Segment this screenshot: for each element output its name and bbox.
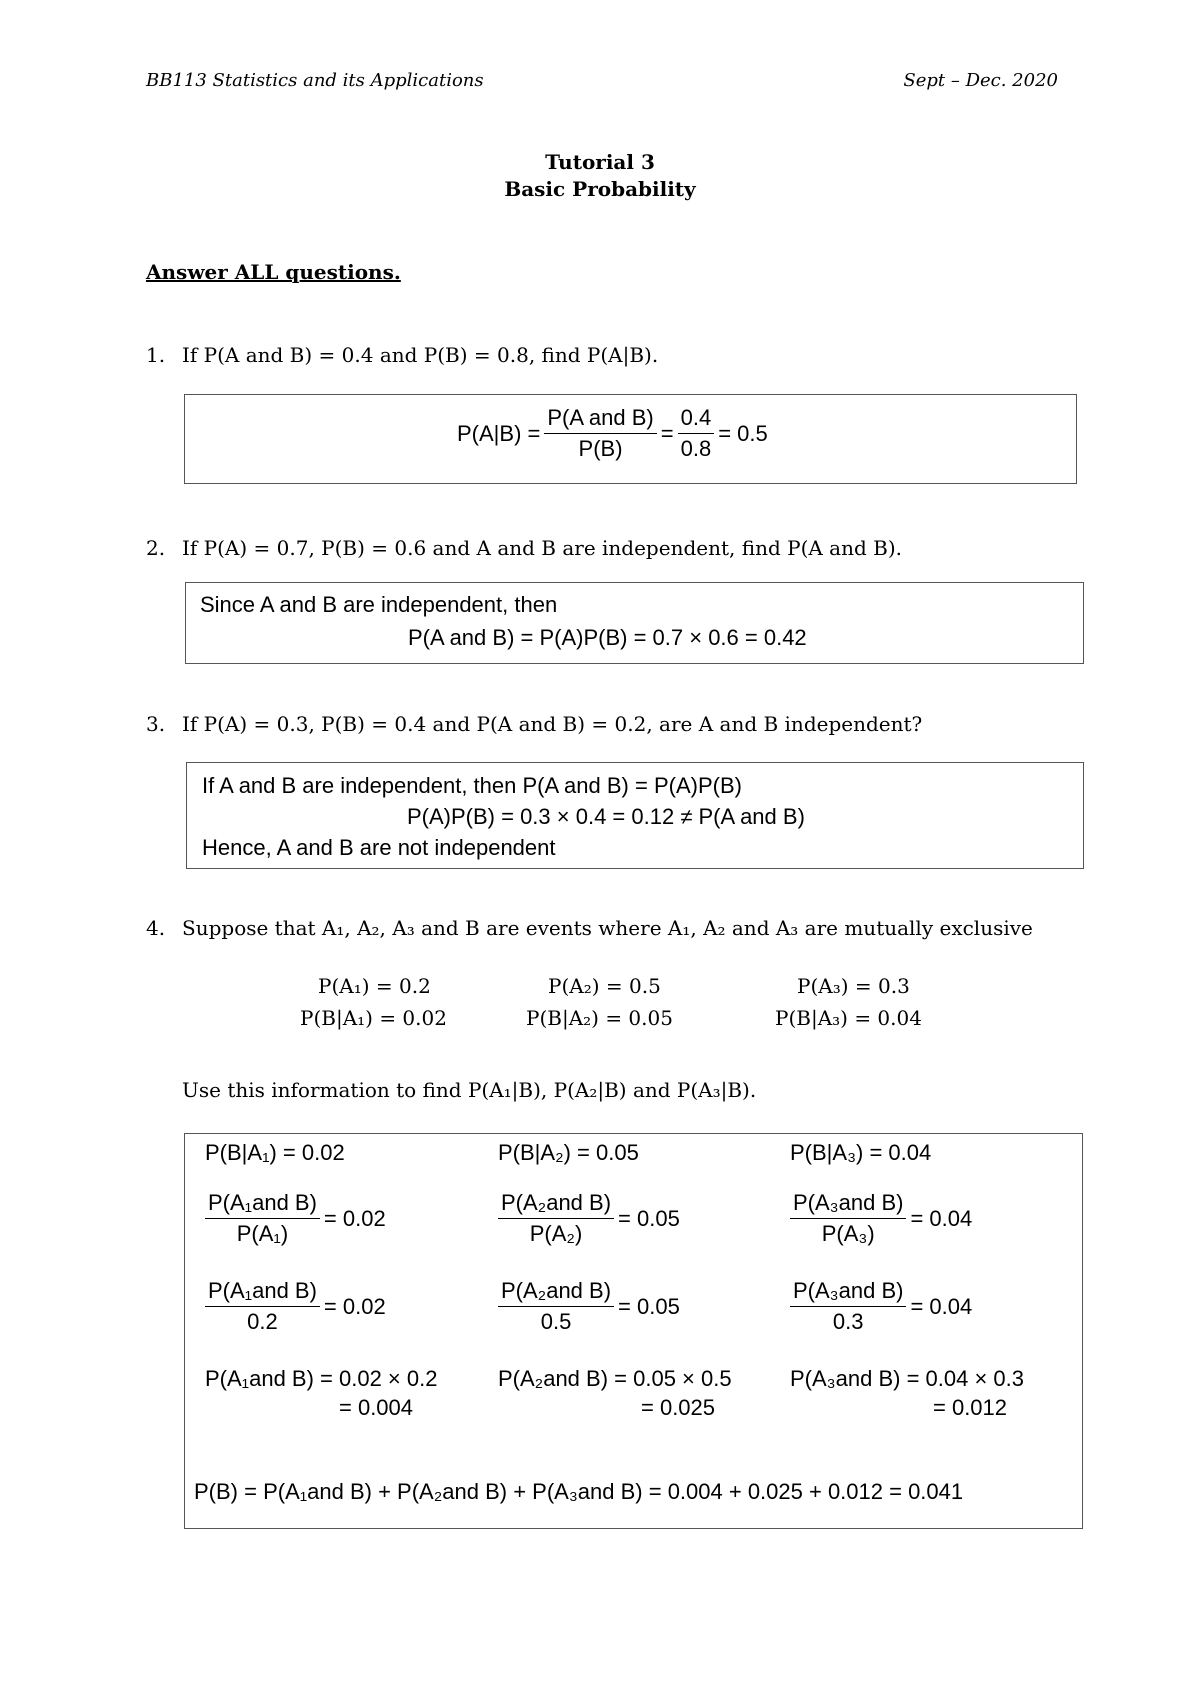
question-number: 2. (146, 536, 166, 560)
q3-solution-line-3: Hence, A and B are not independent (202, 835, 556, 860)
answer-box-1 (184, 394, 1077, 484)
result: = 0.04 (910, 1205, 973, 1231)
sol-frac-a1 (201, 1190, 386, 1247)
answer-box-4 (184, 1133, 1083, 1529)
given-p-a2: P(A₂) = 0.5 (548, 974, 661, 998)
question-number: 3. (146, 712, 166, 736)
result: = 0.04 (910, 1293, 973, 1319)
q1-denominator-2: 0.8 (680, 436, 712, 461)
answer-box-2 (185, 582, 1084, 664)
question-text: Suppose that A₁, A₂, A₃ and B are events where A₁, A₂ and A₃ are mutually exclusive (182, 916, 1033, 940)
q1-numerator: P(A and B) (544, 405, 656, 434)
question-text: If P(A and B) = 0.4 and P(B) = 0.8, find P(A|B). (182, 343, 659, 367)
sol-total: P(B) = P(A₁and B) + P(A₂and B) + P(A₃and B) = 0.004 + 0.025 + 0.012 = 0.041 (194, 1479, 964, 1504)
sol-frac-num-a2 (494, 1278, 680, 1335)
course-header: BB113 Statistics and its Applications (146, 70, 484, 91)
denominator: 0.3 (832, 1309, 864, 1334)
given-p-b-a2: P(B|A₂) = 0.05 (526, 1006, 673, 1030)
result: = 0.05 (618, 1293, 680, 1319)
sol-prod-a1: P(A₁and B) = 0.02 × 0.2 (205, 1366, 438, 1391)
q1-fraction-2 (678, 405, 715, 462)
q1-solution (457, 405, 768, 462)
q1-equals: = (660, 420, 674, 446)
q3-solution-line-1: If A and B are independent, then P(A and B) = P(A)P(B) (202, 773, 742, 798)
q1-result: = 0.5 (718, 420, 768, 446)
sol-prod-res-a1: = 0.004 (339, 1395, 414, 1420)
question-number: 1. (146, 343, 166, 367)
sol-frac-num-a3 (786, 1278, 972, 1335)
answer-box-3 (186, 762, 1084, 869)
question-4-instruction: Use this information to find P(A₁|B), P(A₂|B) and P(A₃|B). (182, 1078, 757, 1102)
question-3 (146, 712, 922, 736)
result: = 0.02 (323, 1205, 386, 1231)
question-text: If P(A) = 0.3, P(B) = 0.4 and P(A and B) = 0.2, are A and B independent? (182, 712, 923, 736)
q3-solution-line-2: P(A)P(B) = 0.3 × 0.4 = 0.12 ≠ P(A and B) (407, 804, 805, 829)
question-1 (146, 343, 658, 367)
q1-lhs: P(A|B) = (457, 420, 541, 446)
denominator: 0.2 (247, 1309, 278, 1334)
sol-prod-a2: P(A₂and B) = 0.05 × 0.5 (498, 1366, 732, 1391)
sol-p-b-a3: P(B|A₃) = 0.04 (790, 1140, 932, 1165)
q2-solution-line-2: P(A and B) = P(A)P(B) = 0.7 × 0.6 = 0.42 (408, 625, 807, 650)
q1-denominator: P(B) (578, 436, 623, 461)
sol-prod-res-a2: = 0.025 (641, 1395, 716, 1420)
sol-frac-num-a1 (201, 1278, 386, 1335)
sol-prod-a3: P(A₃and B) = 0.04 × 0.3 (790, 1366, 1024, 1391)
denominator: P(A₃) (821, 1221, 875, 1246)
numerator: P(A₂and B) (498, 1278, 614, 1307)
numerator: P(A₂and B) (498, 1190, 614, 1219)
question-number: 4. (146, 916, 166, 940)
q1-numerator-2: 0.4 (678, 405, 715, 434)
instruction: Answer ALL questions. (146, 260, 401, 284)
page-title: Tutorial 3 (545, 150, 655, 174)
numerator: P(A₁and B) (205, 1190, 320, 1219)
question-4 (146, 916, 1033, 940)
given-p-b-a3: P(B|A₃) = 0.04 (775, 1006, 922, 1030)
sol-prod-res-a3: = 0.012 (933, 1395, 1008, 1420)
given-p-a3: P(A₃) = 0.3 (797, 974, 910, 998)
numerator: P(A₃and B) (790, 1190, 906, 1219)
q1-fraction (544, 405, 656, 462)
denominator: P(A₁) (236, 1221, 289, 1246)
q2-solution-line-1: Since A and B are independent, then (200, 592, 558, 617)
result: = 0.05 (618, 1205, 680, 1231)
numerator: P(A₁and B) (205, 1278, 320, 1307)
page-subtitle: Basic Probability (504, 177, 696, 201)
sol-p-b-a1: P(B|A₁) = 0.02 (205, 1140, 345, 1165)
given-p-b-a1: P(B|A₁) = 0.02 (300, 1006, 447, 1030)
sol-frac-a2 (494, 1190, 680, 1247)
denominator: P(A₂) (529, 1221, 583, 1246)
given-p-a1: P(A₁) = 0.2 (318, 974, 431, 998)
question-text: If P(A) = 0.7, P(B) = 0.6 and A and B are independent, find P(A and B). (182, 536, 902, 560)
sol-frac-a3 (786, 1190, 972, 1247)
denominator: 0.5 (540, 1309, 572, 1334)
result: = 0.02 (323, 1293, 386, 1319)
term-header: Sept – Dec. 2020 (903, 70, 1058, 91)
numerator: P(A₃and B) (790, 1278, 906, 1307)
sol-p-b-a2: P(B|A₂) = 0.05 (498, 1140, 639, 1165)
question-2 (146, 536, 902, 560)
